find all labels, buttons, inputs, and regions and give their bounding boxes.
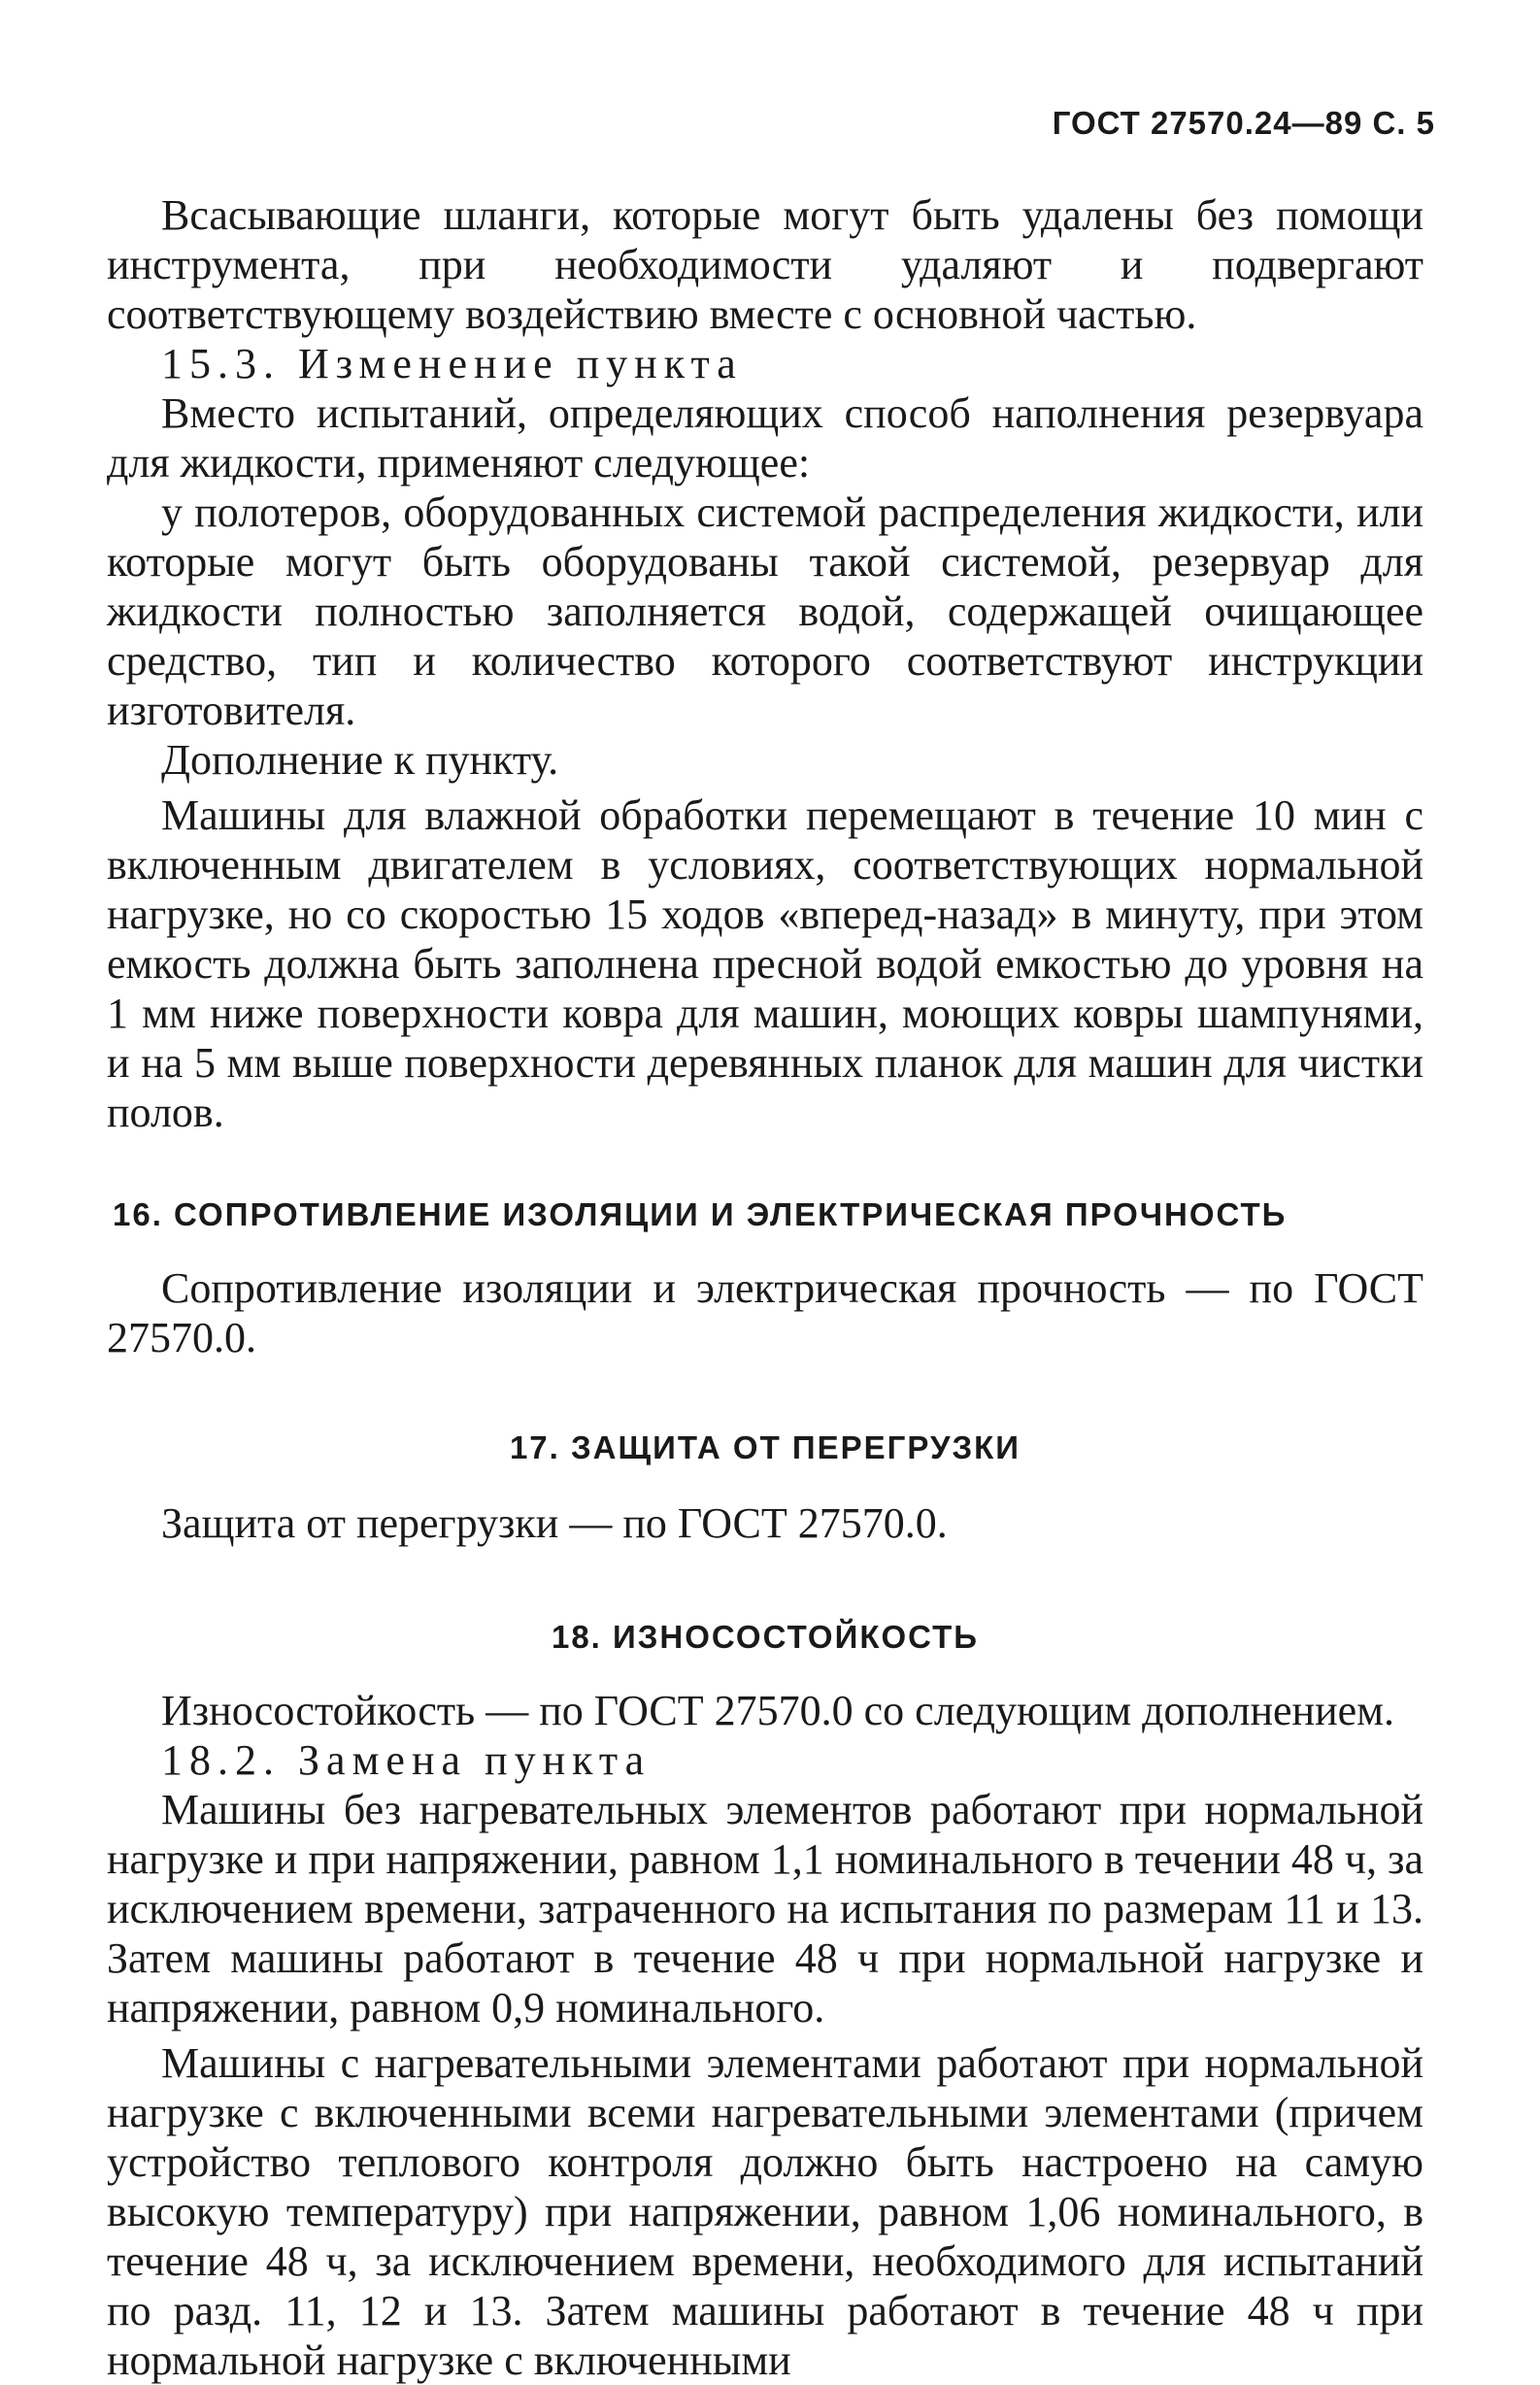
paragraph-supplement: Дополнение к пункту. [161, 736, 559, 784]
paragraph-no-heating-elements: Машины без нагревательных элементов работают при нормальной нагрузке и при напряжении, равном 1,1 номинального в течении 48 ч, за исключением времени, затраченного на испытания по размерам 11 и 13. Затем машины работают в течение 48 ч при нормальной нагрузке и напряжении, равном 0,9 номинального. [107, 1786, 1423, 2032]
section-17-text: Защита от перегрузки — по ГОСТ 27570.0. [161, 1499, 948, 1547]
running-header: ГОСТ 27570.24—89 С. 5 [1052, 105, 1435, 141]
paragraph-tank-filling: Вместо испытаний, определяющих способ наполнения резервуара для жидкости, применяют следующее: [107, 389, 1423, 487]
section-18-heading: 18. ИЗНОСОСТОЙКОСТЬ [551, 1619, 980, 1655]
paragraph-floor-polishers: у полотеров, оборудованных системой распределения жидкости, или которые могут быть оборудованы такой системой, резервуар для жидкости полностью заполняется водой, содержащей очищающее средство, тип и количество которого соответствуют инструкции изготовителя. [107, 488, 1423, 734]
section-16-heading: 16. СОПРОТИВЛЕНИЕ ИЗОЛЯЦИИ И ЭЛЕКТРИЧЕСКАЯ ПРОЧНОСТЬ [113, 1196, 1288, 1232]
clause-18-2-heading: 18.2. Замена пункта [161, 1736, 652, 1784]
paragraph-heating-elements: Машины с нагревательными элементами работают при нормальной нагрузке с включенными всеми нагревательными элементами (причем устройство теплового контроля должно быть настроено на самую высокую температуру) при напряжении, равном 1,06 номинального, в течение 48 ч, за исключением времени, необходимого для испытаний по разд. 11, 12 и 13. Затем машины работают в течение 48 ч при нормальной нагрузке с включенными [107, 2039, 1423, 2384]
section-17-heading: 17. ЗАЩИТА ОТ ПЕРЕГРУЗКИ [509, 1429, 1021, 1465]
section-16-text: Сопротивление изоляции и электрическая прочность — по ГОСТ 27570.0. [107, 1264, 1423, 1361]
paragraph-wet-machines: Машины для влажной обработки перемещают в течение 10 мин с включенным двигателем в условиях, соответствующих нормальной нагрузке, но со скоростью 15 ходов «вперед-назад» в минуту, при этом емкость должна быть заполнена пресной водой емкостью до уровня на 1 мм ниже поверхности ковра для машин, моющих ковры шампунями, и на 5 мм выше поверхности деревянных планок для машин для чистки полов. [107, 791, 1423, 1136]
paragraph-suction-hoses: Всасывающие шланги, которые могут быть удалены без помощи инструмента, при необходимости удаляют и подвергают соответствующему воздействию вместе с основной частью. [107, 191, 1423, 338]
clause-15-3-heading: 15.3. Изменение пункта [161, 340, 743, 387]
body-text [107, 190, 1423, 2385]
section-18-text: Износостойкость — по ГОСТ 27570.0 со следующим дополнением. [161, 1687, 1394, 1734]
